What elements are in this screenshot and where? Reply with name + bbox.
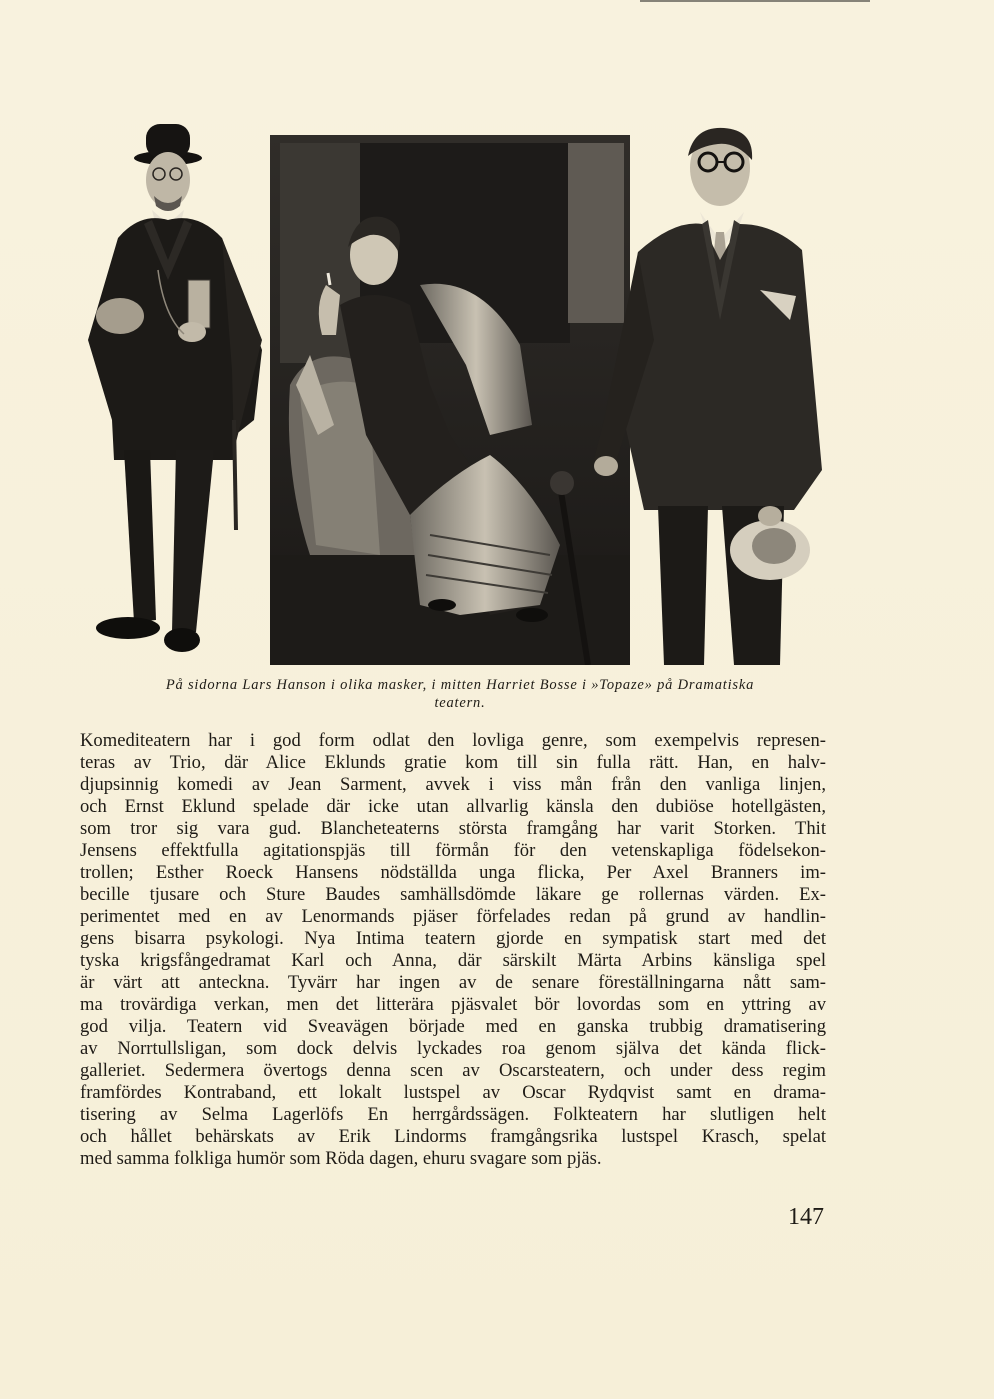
body-line: är värt att anteckna. Tyvärr har ingen av de senare föreställningarna nått sam- (80, 972, 826, 993)
body-line: och hållet behärskats av Erik Lindorms framgångsrika lustspel Krasch, spelat (80, 1126, 826, 1147)
body-line: trollen; Esther Roeck Hansens nödställda unga flicka, Per Axel Branners im- (80, 862, 826, 883)
body-line: tyska krigsfångedramat Karl och Anna, där särskilt Märta Arbins känsliga spel (80, 950, 826, 971)
body-line: med samma folkliga humör som Röda dagen, ehuru svagare som pjäs. (80, 1148, 602, 1169)
body-line: och Ernst Eklund spelade där icke utan allvarlig känsla den dubiöse hotellgästen, (80, 796, 826, 817)
body-line: tisering av Selma Lagerlöfs En herrgårdssägen. Folkteatern har slutligen helt (80, 1104, 826, 1125)
body-line: Komediteatern har i god form odlat den lovliga genre, som exempelvis represen- (80, 730, 826, 751)
body-line: Jensens effektfulla agitationspjäs till förmån för den vetenskapliga födelsekon- (80, 840, 826, 861)
photo-montage (84, 120, 844, 665)
man-glasses-suit-icon (584, 120, 844, 665)
body-line: god vilja. Teatern vid Sveavägen började med en ganska trubbig dramatisering (80, 1016, 826, 1037)
body-line: som tror sig vara gud. Blancheteaterns största framgång har varit Storken. Thit (80, 818, 826, 839)
article-body (80, 730, 826, 1170)
body-line: ma trovärdiga verkan, men det litterära pjäsvalet bör lovordas som en yttring av (80, 994, 826, 1015)
body-line: djupsinnig komedi av Jean Sarment, avvek i viss mån från den vanliga linjen, (80, 774, 826, 795)
body-line: perimentet med en av Lenormands pjäser förfelades redan på grund av handlin- (80, 906, 826, 927)
caption-line-2: teatern. (434, 695, 486, 711)
left-photo (84, 120, 269, 665)
body-line: av Norrtullsligan, som dock delvis lyckades roa genom själva det kända flick- (80, 1038, 826, 1059)
photo-caption (80, 676, 840, 712)
portrait-man-bowler-hat-icon (84, 120, 269, 665)
body-line: gens bisarra psykologi. Nya Intima teatern gjorde en sympatisk start med det (80, 928, 826, 949)
right-photo (584, 120, 844, 665)
woman-seated-armchair-icon (270, 135, 630, 665)
body-line: teras av Trio, där Alice Eklunds gratie kom till sin fulla rätt. Han, en halv- (80, 752, 826, 773)
body-line: framfördes Kontraband, ett lokalt lustspel av Oscar Rydqvist samt en drama- (80, 1082, 826, 1103)
top-edge-rule (640, 0, 870, 2)
body-line: becille tjusare och Sture Baudes samhällsdömde läkare ge rollernas värden. Ex- (80, 884, 826, 905)
body-line: galleriet. Sedermera övertogs denna scen av Oscarsteatern, och under dess regim (80, 1060, 826, 1081)
page-number: 147 (788, 1204, 824, 1230)
caption-line-1: På sidorna Lars Hanson i olika masker, i mitten Harriet Bosse i »Topaze» på Dramatiska (165, 677, 755, 693)
center-photo (270, 135, 630, 665)
